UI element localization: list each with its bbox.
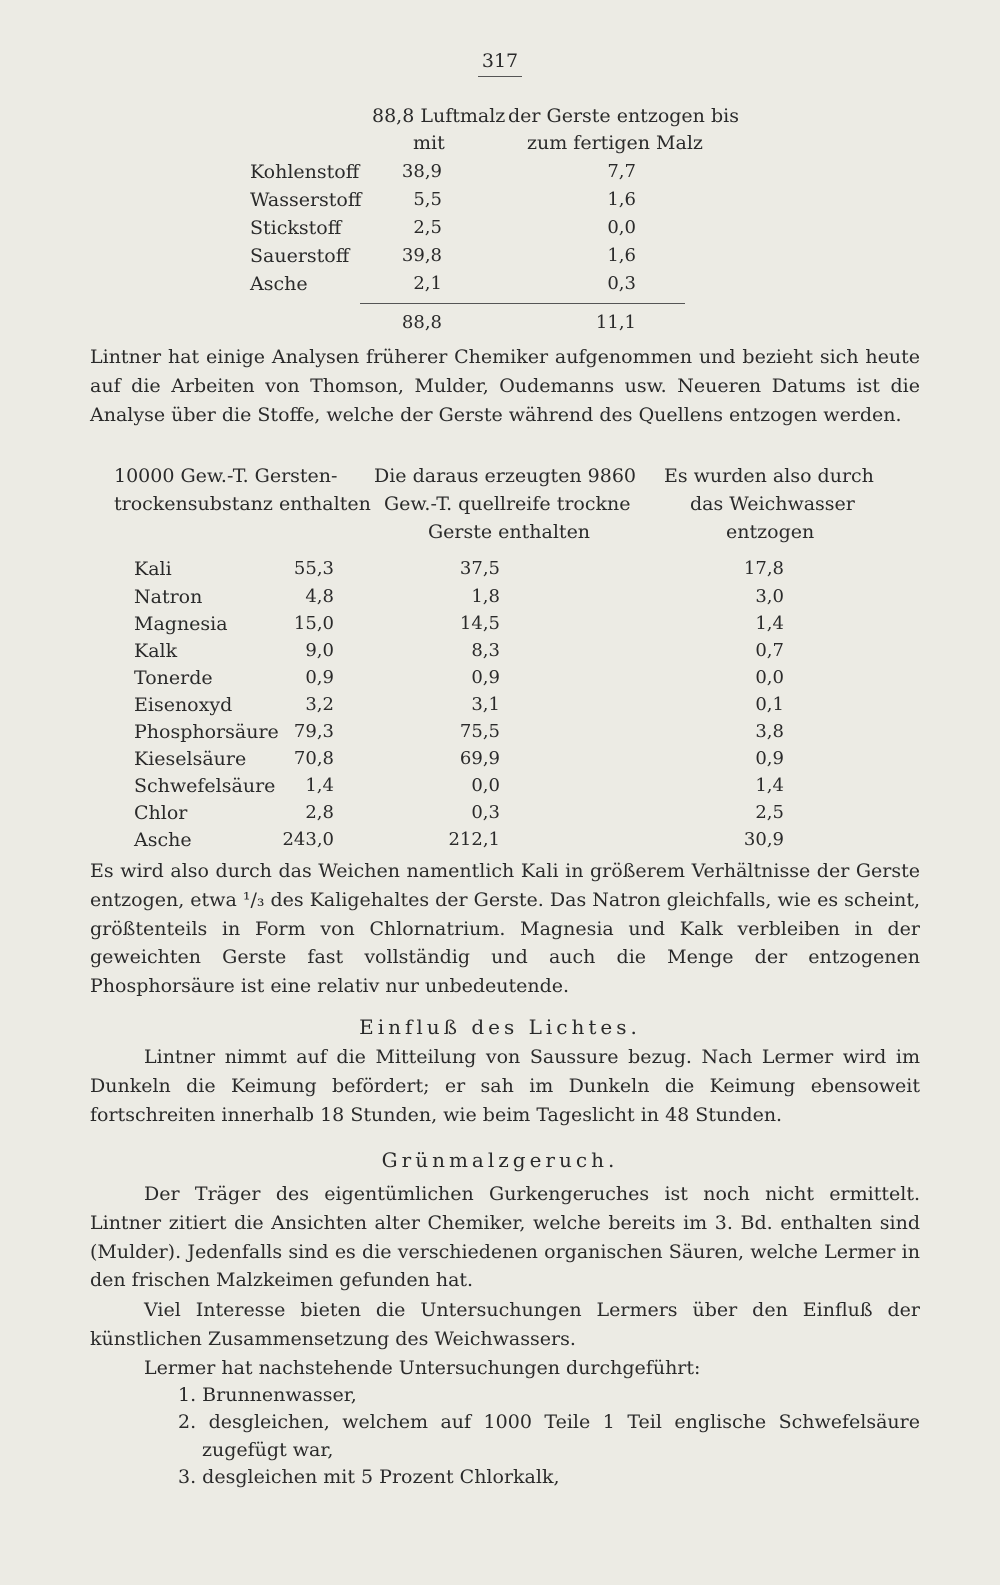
table2-header-col3-line3: entzogen bbox=[726, 521, 815, 543]
row-value-b: 14,5 bbox=[459, 613, 500, 634]
row-label: Eisenoxyd bbox=[134, 694, 233, 716]
table2-header-col3-line1: Es wurden also durch bbox=[664, 465, 874, 487]
row-value-a: 2,5 bbox=[413, 217, 442, 238]
row-value-b: 1,8 bbox=[471, 586, 500, 607]
row-label: Natron bbox=[134, 586, 203, 608]
row-value-a: 39,8 bbox=[401, 245, 442, 266]
row-value-c: 1,4 bbox=[755, 613, 784, 634]
row-value-a: 4,8 bbox=[305, 586, 334, 607]
row-value-c: 3,0 bbox=[755, 586, 784, 607]
page-number-underline bbox=[478, 76, 522, 77]
section-heading: Einfluß des Lichtes. bbox=[359, 1015, 641, 1039]
row-label: Kieselsäure bbox=[134, 748, 247, 770]
row-value-c: 0,1 bbox=[755, 694, 784, 715]
table2-header-col3-line2: das Weichwasser bbox=[690, 493, 855, 515]
table1-header-col2-line1: der Gerste entzogen bis bbox=[508, 105, 739, 127]
paragraph: Der Träger des eigentümlichen Gurkengeruches ist noch nicht ermittelt. Lintner zitiert die Ansichten alter Chemiker, welche bereits im 3. Bd. enthalten sind (Mulder). Jedenfalls sind es die verschiedenen organischen Säuren, welche Lermer in den frischen Malzkeimen gefunden hat. bbox=[90, 1183, 920, 1292]
row-label: Kalk bbox=[134, 640, 178, 662]
paragraph: Lermer hat nachstehende Untersuchungen durchgeführt: bbox=[144, 1357, 701, 1379]
row-label: Schwefelsäure bbox=[134, 775, 276, 797]
paragraph: Lintner nimmt auf die Mitteilung von Saussure bezug. Nach Lermer wird im Dunkeln die Keimung befördert; er sah im Dunkeln die Keimung ebensoweit fortschreiten innerhalb 18 Stunden, wie beim Tageslicht in 48 Stunden. bbox=[90, 1046, 920, 1126]
row-label: Stickstoff bbox=[250, 217, 342, 239]
row-value-a: 70,8 bbox=[293, 748, 334, 769]
row-label: Chlor bbox=[134, 802, 188, 824]
row-label: Asche bbox=[134, 829, 192, 851]
row-value-a: 2,8 bbox=[305, 802, 334, 823]
row-value-b: 1,6 bbox=[607, 189, 636, 210]
row-value-b: 37,5 bbox=[459, 558, 500, 579]
row-value-c: 3,8 bbox=[755, 721, 784, 742]
row-label: Magnesia bbox=[134, 613, 228, 635]
row-value-b: 0,9 bbox=[471, 667, 500, 688]
row-value-b: 7,7 bbox=[607, 161, 636, 182]
list-item: 2. desgleichen, welchem auf 1000 Teile 1 Teil englische Schwefelsäure zugefügt war, bbox=[178, 1411, 920, 1461]
row-label: Tonerde bbox=[134, 667, 213, 689]
row-label: Kali bbox=[134, 558, 172, 580]
row-value-c: 0,0 bbox=[755, 667, 784, 688]
row-value-c: 30,9 bbox=[743, 829, 784, 850]
row-value-a: 79,3 bbox=[293, 721, 334, 742]
row-label: Kohlenstoff bbox=[250, 161, 360, 183]
row-value-b: 75,5 bbox=[459, 721, 500, 742]
row-label: Asche bbox=[250, 273, 308, 295]
section-heading: Grünmalzgeruch. bbox=[381, 1148, 619, 1172]
row-value-c: 0,9 bbox=[755, 748, 784, 769]
row-label: Wasserstoff bbox=[250, 189, 362, 211]
table2-header-col2-line3: Gerste enthalten bbox=[428, 521, 591, 543]
row-value-a: 15,0 bbox=[293, 613, 334, 634]
row-value-b: 0,3 bbox=[471, 802, 500, 823]
row-value-b: 212,1 bbox=[448, 829, 500, 850]
row-label: Sauerstoff bbox=[250, 245, 350, 267]
total-a: 88,8 bbox=[401, 312, 442, 333]
table1-header-col1-line1: 88,8 Luftmalz bbox=[372, 105, 506, 127]
row-value-b: 0,0 bbox=[607, 217, 636, 238]
row-value-a: 55,3 bbox=[293, 558, 334, 579]
sum-rule bbox=[360, 303, 685, 304]
table2-header-col2-line2: Gew.-T. quellreife trockne bbox=[384, 493, 631, 515]
row-value-c: 0,7 bbox=[755, 640, 784, 661]
row-value-a: 0,9 bbox=[305, 667, 334, 688]
total-b: 11,1 bbox=[595, 312, 636, 333]
row-value-a: 243,0 bbox=[282, 829, 334, 850]
page-number: 317 bbox=[481, 50, 519, 72]
row-value-c: 17,8 bbox=[743, 558, 784, 579]
row-value-c: 2,5 bbox=[755, 802, 784, 823]
table1-header-col2-line2: zum fertigen Malz bbox=[527, 132, 703, 154]
row-value-a: 5,5 bbox=[413, 189, 442, 210]
table2-header-col2-line1: Die daraus erzeugten 9860 bbox=[374, 465, 637, 487]
table2-header-col1-line1: 10000 Gew.-T. Gersten- bbox=[114, 465, 338, 487]
table1-header-col1-line2: mit bbox=[413, 132, 445, 154]
row-value-a: 3,2 bbox=[305, 694, 334, 715]
table2-header-col1-line2: trockensubstanz enthalten bbox=[114, 493, 371, 515]
row-value-b: 0,3 bbox=[607, 273, 636, 294]
row-value-b: 3,1 bbox=[471, 694, 500, 715]
row-value-a: 1,4 bbox=[305, 775, 334, 796]
row-value-a: 38,9 bbox=[401, 161, 442, 182]
row-value-b: 0,0 bbox=[471, 775, 500, 796]
row-value-b: 8,3 bbox=[471, 640, 500, 661]
row-value-b: 69,9 bbox=[459, 748, 500, 769]
row-value-a: 2,1 bbox=[413, 273, 442, 294]
paragraph: Es wird also durch das Weichen namentlich Kali in größerem Verhältnisse der Gerste entzogen, etwa ¹/₃ des Kaligehaltes der Gerste. Das Natron gleichfalls, wie es scheint, größtenteils in Form von Chlornatrium. Magnesia und Kalk verbleiben in der geweichten Gerste fast vollständig und auch die Menge der entzogenen Phosphorsäure ist eine relativ nur unbedeutende. bbox=[90, 860, 920, 998]
row-label: Phosphorsäure bbox=[134, 721, 279, 743]
row-value-c: 1,4 bbox=[755, 775, 784, 796]
paragraph: Lintner hat einige Analysen früherer Chemiker aufgenommen und bezieht sich heute auf die Arbeiten von Thomson, Mulder, Oudemanns usw. Neueren Datums ist die Analyse über die Stoffe, welche der Gerste während des Quellens entzogen werden. bbox=[90, 346, 920, 426]
row-value-b: 1,6 bbox=[607, 245, 636, 266]
list-item: 3. desgleichen mit 5 Prozent Chlorkalk, bbox=[178, 1466, 560, 1488]
paragraph: Viel Interesse bieten die Untersuchungen Lermers über den Einfluß der künstlichen Zusammensetzung des Weichwassers. bbox=[90, 1299, 920, 1350]
list-item: 1. Brunnenwasser, bbox=[178, 1384, 357, 1406]
row-value-a: 9,0 bbox=[305, 640, 334, 661]
